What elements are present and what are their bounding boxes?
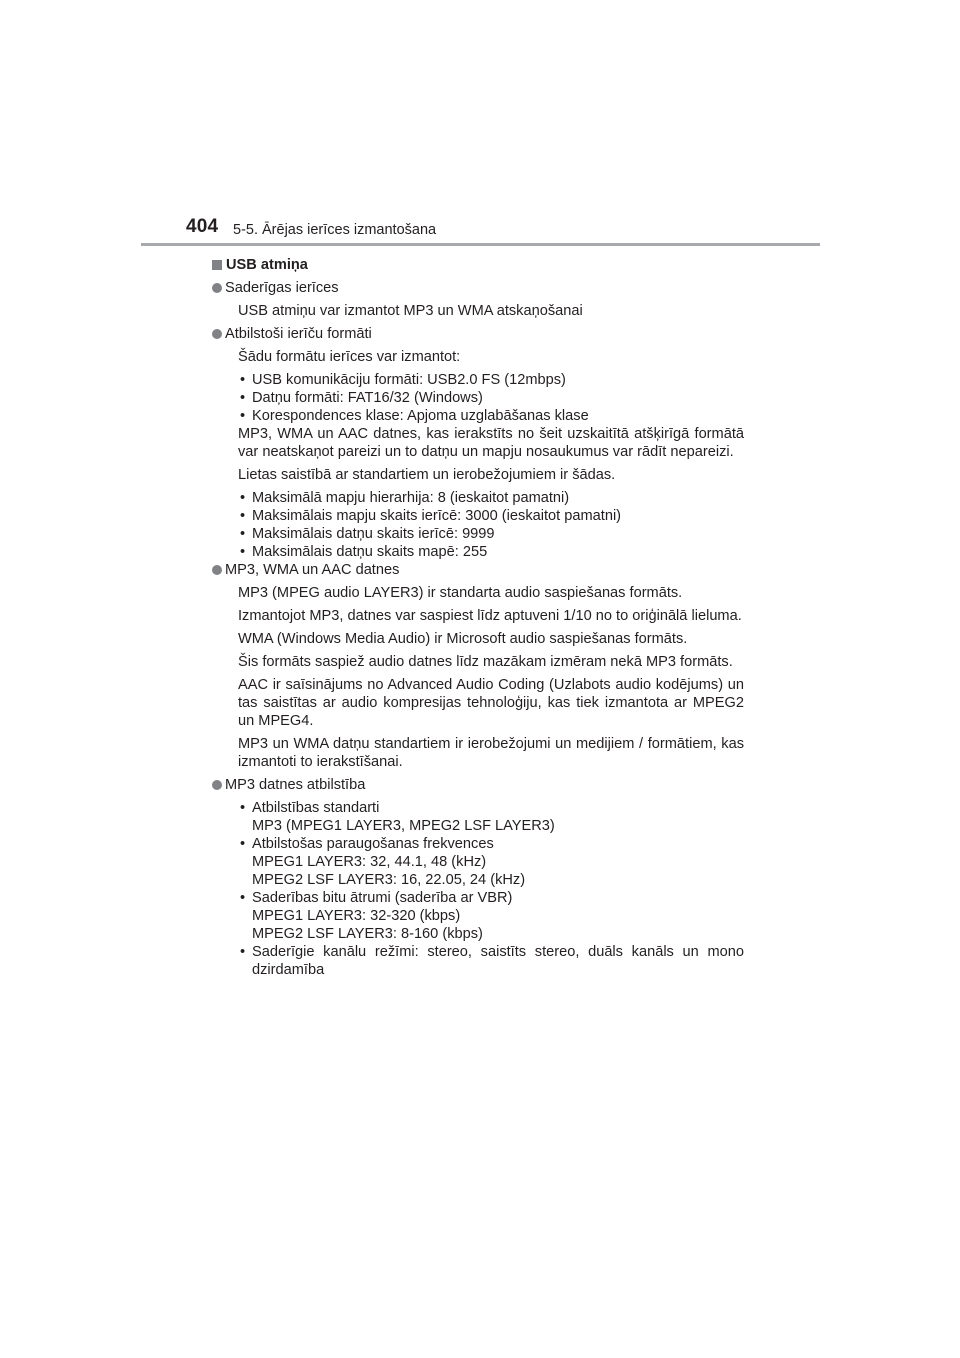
- paragraph: USB atmiņu var izmantot MP3 un WMA atskaņošanai: [238, 303, 583, 319]
- circle-bullet-icon: [212, 780, 222, 790]
- circle-bullet-icon: [212, 565, 222, 575]
- subheading-audio-files: [212, 561, 744, 579]
- paragraph: MP3 un WMA datņu standartiem ir ierobežojumi un medijiem / formātiem, kas izmantoti to ierakstīšanai.: [238, 736, 744, 770]
- paragraph: MP3, WMA un AAC datnes, kas ierakstīts no šeit uzskaitītā atšķirīgā formātā var neatskaņot pareizi un to datņu un mapju nosaukumus var rādīt nepareizi.: [238, 426, 744, 460]
- list-item: • Atbilstošas paraugošanas frekvences MPEG1 LAYER3: 32, 44.1, 48 (kHz) MPEG2 LSF LAYER3: 16, 22.05, 24 (kHz): [240, 836, 526, 888]
- circle-bullet-icon: [212, 283, 222, 293]
- main-heading: [212, 256, 744, 274]
- list-item: • Maksimālais datņu skaits mapē: 255: [240, 544, 488, 560]
- page-header: [0, 0, 960, 250]
- section-title: 5-5. Ārējas ierīces izmantošana: [233, 222, 437, 238]
- list-item: • Saderības bitu ātrumi (saderība ar VBR) MPEG1 LAYER3: 32-320 (kbps) MPEG2 LSF LAYER3: 8-160 (kbps): [240, 890, 513, 942]
- paragraph: AAC ir saīsinājums no Advanced Audio Coding (Uzlabots audio kodējums) un tas saistītas ar audio kompresijas tehnoloģiju, kas tiek izmantota ar MPEG2 un MPEG4.: [238, 677, 744, 729]
- square-bullet-icon: [212, 260, 222, 270]
- list-item: • Maksimālais datņu skaits ierīcē: 9999: [240, 526, 495, 542]
- subheading-text: MP3, WMA un AAC datnes: [225, 562, 400, 578]
- bullet-list-limits: [238, 489, 744, 561]
- page-content: [212, 256, 744, 979]
- header-rule: [141, 243, 820, 246]
- list-item: • Saderīgie kanālu režīmi: stereo, saistīts stereo, duāls kanāls un mono dzirdamība: [240, 944, 744, 978]
- subheading-text: Atbilstoši ierīču formāti: [225, 326, 372, 342]
- bullet-list-mp3: [238, 799, 744, 979]
- main-heading-text: USB atmiņa: [226, 257, 308, 273]
- paragraph: Šādu formātu ierīces var izmantot:: [238, 349, 461, 365]
- paragraph: MP3 (MPEG audio LAYER3) ir standarta audio saspiešanas formāts.: [238, 585, 683, 601]
- page-number: 404: [186, 216, 219, 237]
- list-item: • Maksimālais mapju skaits ierīcē: 3000 (ieskaitot pamatni): [240, 508, 622, 524]
- list-item: • USB komunikāciju formāti: USB2.0 FS (12mbps): [240, 372, 566, 388]
- paragraph: Lietas saistībā ar standartiem un ierobežojumiem ir šādas.: [238, 467, 616, 483]
- subheading-compatible-devices: [212, 279, 744, 297]
- bullet-list-formats: [238, 371, 744, 425]
- list-item: • Maksimālā mapju hierarhija: 8 (ieskaitot pamatni): [240, 490, 570, 506]
- subheading-mp3-compatibility: [212, 776, 744, 794]
- subheading-supported-formats: [212, 325, 744, 343]
- list-item: • Atbilstības standarti MP3 (MPEG1 LAYER3, MPEG2 LSF LAYER3): [240, 800, 555, 834]
- subheading-text: Saderīgas ierīces: [225, 280, 339, 296]
- paragraph: WMA (Windows Media Audio) ir Microsoft audio saspiešanas formāts.: [238, 631, 688, 647]
- paragraph: Šis formāts saspiež audio datnes līdz mazākam izmēram nekā MP3 formāts.: [238, 654, 733, 670]
- paragraph: Izmantojot MP3, datnes var saspiest līdz aptuveni 1/10 no to oriģinālā lieluma.: [238, 608, 742, 624]
- list-item: • Korespondences klase: Apjoma uzglabāšanas klase: [240, 408, 589, 424]
- circle-bullet-icon: [212, 329, 222, 339]
- subheading-text: MP3 datnes atbilstība: [225, 777, 366, 793]
- list-item: • Datņu formāti: FAT16/32 (Windows): [240, 390, 483, 406]
